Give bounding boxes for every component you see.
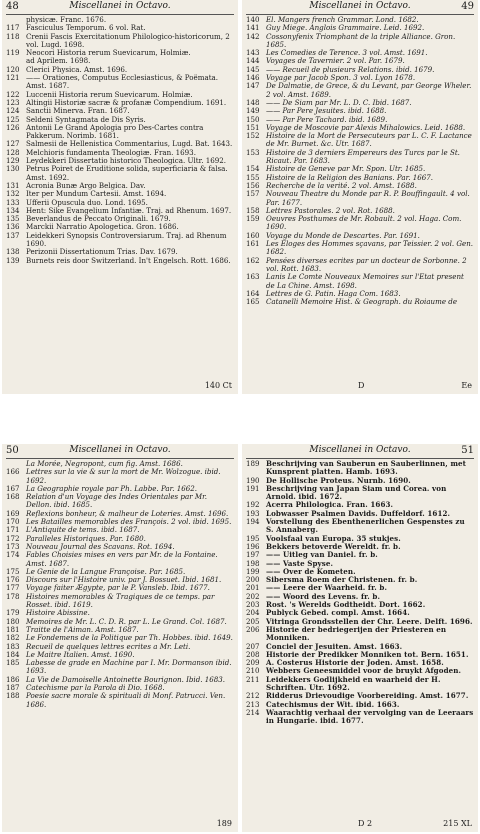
page-title: Miscellanei in Octavo.	[309, 1, 411, 11]
entry-title: Burnets reis door Switzerland. In't Engelsch. Rott. 1686.	[26, 255, 231, 265]
page-number: 51	[461, 445, 474, 456]
entry-title: Cossonyfenix Triomphant de la triple Alliance. Gron. 1685.	[266, 31, 456, 49]
entry-number: 184	[6, 649, 20, 659]
entry-number: 117	[6, 23, 20, 33]
catalogue-page-49	[242, 0, 478, 394]
entry-title: —— Par Pere Jesuites. ibid. 1688.	[266, 106, 387, 116]
entry-title: Leidekkeri Synopsis Controversiarum. Traj. ad Rhenum 1690.	[26, 230, 227, 249]
entry-number: 118	[6, 31, 20, 41]
entry-number: 211	[246, 674, 260, 684]
entry-title: Histoire de la Religion des Banians. Par. 1667.	[266, 172, 434, 182]
catalogue-entry	[246, 149, 474, 166]
entry-title: Historie der Predikker Monniken tot. Bern. 1651.	[266, 649, 469, 659]
entry-number: 197	[246, 550, 260, 560]
entry-title: A. Costerus Historie der Joden. Amst. 1658.	[266, 658, 444, 668]
catalogue-entry	[246, 298, 474, 306]
entry-title: Catechisme par la Parola di Dio. 1668.	[26, 683, 165, 693]
catalogue-entry	[246, 676, 474, 693]
entry-number: 180	[6, 616, 20, 626]
entry-number: 214	[246, 707, 260, 717]
entry-title: Voyage du Monde de Descartes. Par. 1691.	[266, 230, 420, 240]
entry-title: Lettres sur la vie & sur la mort de Mr. Wolzogue. ibid. 1692.	[26, 467, 221, 485]
entry-title: L'Antiquite de tems. ibid. 1687.	[26, 525, 140, 535]
catalogue-entry	[6, 165, 234, 182]
entry-title: Conciel der Jesuiten. Amst. 1663.	[266, 641, 403, 651]
entry-title: —— Orationes, Computus Ecclesiasticus, & Poëmata. Amst. 1687.	[26, 73, 219, 91]
catchword: 215 XL	[443, 819, 472, 828]
entry-number: 202	[246, 591, 260, 601]
entry-number: 132	[6, 189, 20, 199]
entry-number: 165	[246, 297, 260, 307]
entry-number: 192	[246, 500, 260, 510]
entry-title: Discours sur l'Histoire univ. par J. Bossuet. Ibid. 1681.	[26, 575, 222, 585]
catalogue-entry	[246, 460, 474, 477]
entry-number: 160	[246, 230, 260, 240]
entry-title: Leydekkeri Dissertatio historico Theologica. Ultr. 1692.	[26, 156, 227, 166]
entry-title: —— De Siam par Mr. L. D. C. Ibid. 1687.	[266, 97, 412, 107]
catalogue-page-50	[2, 444, 238, 832]
entry-number: 154	[246, 164, 260, 174]
entry-number: 119	[6, 48, 20, 58]
catalogue-entry	[246, 240, 474, 257]
entry-title: Altingii Historiæ sacræ & profanæ Compendium. 1691.	[26, 97, 227, 107]
page-header	[6, 444, 234, 458]
entry-number: 179	[6, 608, 20, 618]
entry-number: 182	[6, 633, 20, 643]
entry-list	[246, 460, 474, 726]
entry-title: Fasciculus Temporum. 6 vol. Rat.	[26, 23, 146, 33]
entry-number: 122	[6, 89, 20, 99]
page-header	[6, 0, 234, 14]
entry-title: Beverlandus de Peccato Originali. 1679.	[26, 214, 171, 224]
entry-title: Beschrijving van Sauberun en Sauberlinnen, met Kunsprent platten. Hamb. 1693.	[266, 459, 467, 477]
entry-title: Pensées diverses ecrites par un docteur de Sorbonne. 2 vol. Rott. 1683.	[266, 255, 467, 273]
page-footer	[246, 381, 472, 391]
entry-number: 186	[6, 674, 20, 684]
entry-title: —— Uitleg van Daniel. fr. b.	[266, 550, 378, 560]
catalogue-page-48	[2, 0, 238, 394]
entry-number: 123	[6, 97, 20, 107]
entry-number: 185	[6, 658, 20, 668]
entry-number: 150	[246, 114, 260, 124]
entry-number: 207	[246, 641, 260, 651]
entry-number: 178	[6, 591, 20, 601]
entry-title: Memoires de Mr. L. C. D. R. par L. Le Grand. Col. 1687.	[26, 616, 227, 626]
catalogue-entry	[6, 659, 234, 676]
entry-title: Les Comedies de Terence. 3 vol. Amst. 1691.	[266, 48, 428, 58]
entry-number: 168	[6, 492, 20, 502]
entry-number: 147	[246, 81, 260, 91]
entry-title: Hent: Sike Evangelium Infantiæ. Traj. ad Rhenum. 1697.	[26, 205, 232, 215]
entry-number: 153	[246, 147, 260, 157]
entry-number: 125	[6, 114, 20, 124]
entry-number: 151	[246, 122, 260, 132]
entry-title: Lettres Pastorales. 2 vol. Rot. 1688.	[266, 205, 395, 215]
entry-number: 190	[246, 475, 260, 485]
catchword: 140 Ct	[204, 381, 232, 390]
entry-number: 146	[246, 73, 260, 83]
entry-title: —— Woord des Levens. fr. b.	[266, 591, 381, 601]
entry-title: Perizonii Dissertationum Trias. Dav. 1679.	[26, 247, 178, 257]
page-number: 50	[6, 445, 19, 456]
entry-title: Le Genie de la Langue Françoise. Par. 1685.	[26, 566, 186, 576]
entry-title: Recueil de quelques lettres ecrites a Mr. Leti.	[26, 641, 191, 651]
entry-title: Poesie sacre morale & spirituali di Monf. Patrucci. Ven. 1686.	[26, 691, 226, 709]
catalogue-entry	[6, 74, 234, 91]
entry-number: 193	[246, 508, 260, 518]
entry-title: Ufferii Opuscula duo. Lond. 1695.	[26, 197, 148, 207]
entry-title: Le Fondemens de la Politique par Th. Hobbes. ibid. 1649.	[26, 633, 233, 643]
entry-number: 189	[246, 459, 260, 468]
entry-title: Lanis Le Comte Nouveaux Memoires sur l'Etat present de La Chine. Amst. 1698.	[266, 272, 464, 290]
catalogue-entry	[6, 593, 234, 610]
entry-number: 128	[6, 147, 20, 157]
entry-number: 181	[6, 624, 20, 634]
catalogue-entry	[6, 257, 234, 265]
entry-title: Iter per Mundum Cartesii. Amst. 1694.	[26, 189, 167, 199]
entry-number: 174	[6, 550, 20, 560]
entry-title: Reflexions bonheur, & malheur de Loteries. Amst. 1696.	[26, 508, 229, 518]
page-title: Miscellanei in Octavo.	[69, 1, 171, 11]
entry-number: 129	[6, 156, 20, 166]
entry-number: 138	[6, 247, 20, 257]
entry-title: —— Recueil de plusieurs Relations. ibid. 1679.	[266, 64, 435, 74]
catalogue-entry	[6, 232, 234, 249]
entry-title: La Morée, Negropont, cum fig. Amst. 1686.	[26, 459, 183, 468]
entry-title: Voyage de Moscovie par Alexis Mihalowics. Leid. 1688.	[266, 122, 466, 132]
page-footer	[6, 819, 232, 829]
entry-number: 159	[246, 214, 260, 224]
entry-title: Historie der bedriegerijen der Priesteren en Monniken.	[266, 624, 447, 643]
entry-title: physicæ. Franc. 1676.	[26, 15, 107, 24]
entry-number: 127	[6, 139, 20, 149]
entry-title: Oeuvres Posthumes de Mr. Robault. 2 vol. Haga. Com. 1690.	[266, 214, 462, 232]
catchword: Ee	[461, 381, 472, 390]
entry-number: 173	[6, 541, 20, 551]
entry-title: Voolsfaal van Europa. 35 stukjes.	[266, 533, 401, 543]
catalogue-entry	[246, 485, 474, 502]
entry-title: Histoire de 3 derniers Empereurs des Turcs par le St. Ricaut. Par. 1683.	[266, 147, 460, 166]
entry-title: Ridderus Drievoudige Voorbereiding. Amst. 1677.	[266, 691, 469, 701]
entry-number: 142	[246, 31, 260, 41]
entry-number: 152	[246, 131, 260, 141]
entry-title: Histoire de Geneve par Mr. Spon. Utr. 1685.	[266, 164, 426, 174]
entry-title: Waarachtig verhaal der vervolging van de Leeraars in Hungarie. ibid. 1677.	[266, 707, 474, 726]
entry-number: 176	[6, 575, 20, 585]
entry-list	[6, 16, 234, 265]
entry-number: 210	[246, 666, 260, 676]
entry-title: Voyage faiter Ægypte, par le P. Vansleb. Ibid. 1677.	[26, 583, 210, 593]
page-footer	[6, 381, 232, 391]
entry-title: —— Leere der Waarheid. fr. b.	[266, 583, 388, 593]
entry-number: 158	[246, 205, 260, 215]
entry-title: Catechismus der Wit. ibid. 1663.	[266, 699, 400, 709]
page-number: 49	[461, 1, 474, 12]
entry-number: 163	[246, 272, 260, 282]
entry-title: Melchioris fundamenta Theologiæ. Fran. 1693.	[26, 147, 196, 157]
entry-number: 130	[6, 164, 20, 174]
entry-number: 204	[246, 608, 260, 618]
catalogue-entry	[246, 257, 474, 274]
catalogue-entry	[246, 33, 474, 50]
catalogue-entry	[6, 468, 234, 485]
catalogue-entry	[246, 626, 474, 643]
entry-title: —— Over de Kometen.	[266, 566, 356, 576]
entry-number: 171	[6, 525, 20, 535]
catalogue-entry	[246, 518, 474, 535]
entry-number: 194	[246, 517, 260, 527]
entry-number: 137	[6, 230, 20, 240]
entry-title: Sanctii Minerva. Fran. 1687.	[26, 106, 130, 116]
entry-number: 156	[246, 180, 260, 190]
entry-number: 134	[6, 205, 20, 215]
entry-number: 177	[6, 583, 20, 593]
entry-title: El. Mangers french Grammar. Lond. 1682.	[266, 15, 419, 24]
entry-number: 206	[246, 624, 260, 634]
entry-title: Les Batailles memorables des François. 2 vol. ibid. 1695.	[26, 517, 232, 527]
catalogue-page-51	[242, 444, 478, 832]
entry-title: Histoires memorables & Tragiques de ce temps. par Rosset. ibid. 1619.	[26, 591, 215, 610]
entry-title: Bekkers betoverde Wereldt. fr. b.	[266, 541, 401, 551]
entry-title: Webbers Geneesmiddel voor de bruykt Afgoden.	[266, 666, 462, 676]
entry-title: La Vie de Damoiselle Antoinette Bourignon. Ibid. 1683.	[26, 674, 226, 684]
entry-number: 201	[246, 583, 260, 593]
entry-number: 149	[246, 106, 260, 116]
catalogue-entry	[246, 190, 474, 207]
catalogue-entry	[246, 215, 474, 232]
entry-title: —— Vaste Spyse.	[266, 558, 334, 568]
entry-number: 157	[246, 189, 260, 199]
entry-number: 195	[246, 533, 260, 543]
entry-title: Beschrijving van Japan Siam und Corea. von Arnold. ibid. 1672.	[266, 483, 447, 502]
entry-number: 136	[6, 222, 20, 232]
entry-number: 133	[6, 197, 20, 207]
entry-title: Neocori Historia rerum Suevicarum, Holmiæ.	[26, 48, 191, 58]
entry-title: Lobwasser Psalmen Davids. Duffeldorf. 1612.	[266, 508, 451, 518]
catalogue-entry	[246, 82, 474, 99]
entry-title: Publyck Gebed. compl. Amst. 1664.	[266, 608, 410, 618]
entry-number: 141	[246, 23, 260, 33]
page-title: Miscellanei in Octavo.	[69, 445, 171, 455]
entry-number: 145	[246, 64, 260, 74]
entry-title: Nouveau Theatre du Monde par R. P. Bouffingault. 4 vol. Par. 1677.	[266, 189, 470, 207]
entry-title: Traitte de l'Aiman. Amst. 1687.	[26, 624, 139, 634]
entry-number: 161	[246, 239, 260, 249]
entry-title: Relation d'un Voyage des Indes Orientales par Mr. Dellon. ibid. 1685.	[26, 492, 207, 510]
entry-number: 140	[246, 15, 260, 24]
catalogue-entry	[6, 124, 234, 141]
entry-number: 213	[246, 699, 260, 709]
entry-title: Voyage par Jacob Spon. 3 vol. Lyon 1678.	[266, 73, 416, 83]
entry-title: Rost. 's Werelds Godtheidt. Dort. 1662.	[266, 600, 426, 610]
page-header	[246, 0, 474, 14]
entry-title: Recherche de la verité. 2 vol. Amst. 1688.	[266, 180, 417, 190]
entry-title: De Dalmatie, de Grece, & du Levant, par George Wheler. 2 vol. Amst. 1689.	[266, 81, 472, 99]
entry-title: Acerra Philologica. Fran. 1663.	[266, 500, 394, 510]
entry-title: Le Maitre Italien. Amst. 1690.	[26, 649, 135, 659]
entry-number: 144	[246, 56, 260, 66]
signature-mark: D	[358, 381, 365, 390]
page-title: Miscellanei in Octavo.	[309, 445, 411, 455]
entry-title: Paralleles Historiques. Par. 1680.	[26, 533, 146, 543]
entry-title: Crenii Fascis Exercitationum Philologico-historicorum, 2 vol. Lugd. 1698.	[26, 31, 230, 49]
page-number: 48	[6, 1, 19, 12]
page-header	[246, 444, 474, 458]
entry-number: 143	[246, 48, 260, 58]
entry-title: Petrus Poiret de Eruditione solida, superficiaria & falsa. Amst. 1692.	[26, 164, 228, 182]
entry-number: 187	[6, 683, 20, 693]
entry-title: Sibersma Roem der Christenen. fr. b.	[266, 575, 418, 585]
entry-title: Fables Choisies mises en vers par Mr. de la Fontaine. Amst. 1687.	[26, 550, 218, 568]
signature-mark: D 2	[358, 819, 373, 828]
entry-title: Marckii Narratio Apologetica. Gron. 1686.	[26, 222, 179, 232]
entry-number: 170	[6, 517, 20, 527]
entry-number: 183	[6, 641, 20, 651]
entry-number: 167	[6, 483, 20, 493]
entry-number: 175	[6, 566, 20, 576]
catalogue-entry	[246, 273, 474, 290]
entry-number: 124	[6, 106, 20, 116]
entry-number: 209	[246, 658, 260, 668]
entry-number: 212	[246, 691, 260, 701]
entry-title: Antonii Le Grand Apologia pro Des-Cartes contra Pakkerum. Norimb. 1681.	[26, 122, 204, 141]
entry-list	[246, 16, 474, 306]
catalogue-entry	[6, 493, 234, 510]
entry-title: ad Aprilem. 1698.	[26, 56, 91, 66]
catalogue-entry	[246, 709, 474, 726]
entry-title: Vitringa Grondsstellen der Chr. Leere. Delft. 1696.	[266, 616, 473, 626]
entry-title: Luccenii Historia rerum Suevicarum. Holmiæ.	[26, 89, 193, 99]
entry-title: Acronia Bunæ Argo Belgica. Dav.	[26, 180, 146, 190]
entry-number: 126	[6, 122, 20, 132]
entry-number: 172	[6, 533, 20, 543]
entry-number: 199	[246, 566, 260, 576]
entry-title: La Geographie royale par Ph. Labbe. Par. 1662.	[26, 483, 198, 493]
page-footer	[246, 819, 472, 829]
entry-title: Les Eloges des Hommes sçavans, par Teissier. 2 vol. Gen. 1682.	[266, 239, 474, 257]
entry-title: Guy Miege. Anglois Grammaire. Leid. 1692.	[266, 23, 425, 33]
entry-list	[6, 460, 234, 709]
entry-number: 131	[6, 180, 20, 190]
catchword: 189	[216, 819, 232, 828]
catalogue-entry	[6, 692, 234, 709]
entry-number: 188	[6, 691, 20, 701]
entry-number: 155	[246, 172, 260, 182]
entry-title: Catanelli Memoire Hist. & Geograph. du Roiaume de	[266, 297, 458, 307]
entry-number: 166	[6, 467, 20, 477]
entry-number: 196	[246, 541, 260, 551]
entry-number: 164	[246, 288, 260, 298]
entry-number: 200	[246, 575, 260, 585]
entry-title: Vorstellung des Ebenthenerlichen Gespenstes zu S. Annaberg.	[266, 517, 465, 535]
entry-title: Clerici Physica. Amst. 1696.	[26, 64, 128, 74]
entry-title: Voyages de Tavernier. 2 vol. Par. 1679.	[266, 56, 405, 66]
entry-number: 121	[6, 73, 20, 83]
entry-title: Salmesii de Hellenistica Commentarius, Lugd. Bat. 1643.	[26, 139, 233, 149]
entry-number: 169	[6, 508, 20, 518]
entry-number: 191	[246, 483, 260, 493]
entry-number: 139	[6, 255, 20, 265]
catalogue-entry	[6, 551, 234, 568]
catalogue-entry	[246, 132, 474, 149]
entry-title: De Hollische Proteus. Nurnb. 1690.	[266, 475, 411, 485]
entry-title: —— Par Pere Tachard. ibid. 1689.	[266, 114, 388, 124]
entry-title: Nouveau Journal des Scavans. Rot. 1694.	[26, 541, 175, 551]
entry-title: Histoire Abissine.	[26, 608, 90, 618]
entry-title: Lettres de G. Patin. Haga Com. 1683.	[266, 288, 401, 298]
entry-title: Labesse de grade en Machine par I. Mr. Dormanson ibid. 1693.	[26, 658, 232, 676]
catalogue-entry	[6, 33, 234, 50]
entry-number: 198	[246, 558, 260, 568]
entry-title: Seldeni Syntagmata de Dis Syris.	[26, 114, 146, 124]
entry-number: 205	[246, 616, 260, 626]
entry-number: 162	[246, 255, 260, 265]
entry-number: 135	[6, 214, 20, 224]
entry-title: Leidekkers Godlijkheid en waarheid der H. Schriften. Utr. 1692.	[266, 674, 441, 693]
entry-number: 120	[6, 64, 20, 74]
entry-number: 208	[246, 649, 260, 659]
entry-title: Histoire de la Mort de Persecuteurs par L. C. F. Lactance de Mr. Burnet. &c. Utr. 1687.	[266, 131, 472, 149]
entry-number: 203	[246, 600, 260, 610]
entry-number: 148	[246, 97, 260, 107]
